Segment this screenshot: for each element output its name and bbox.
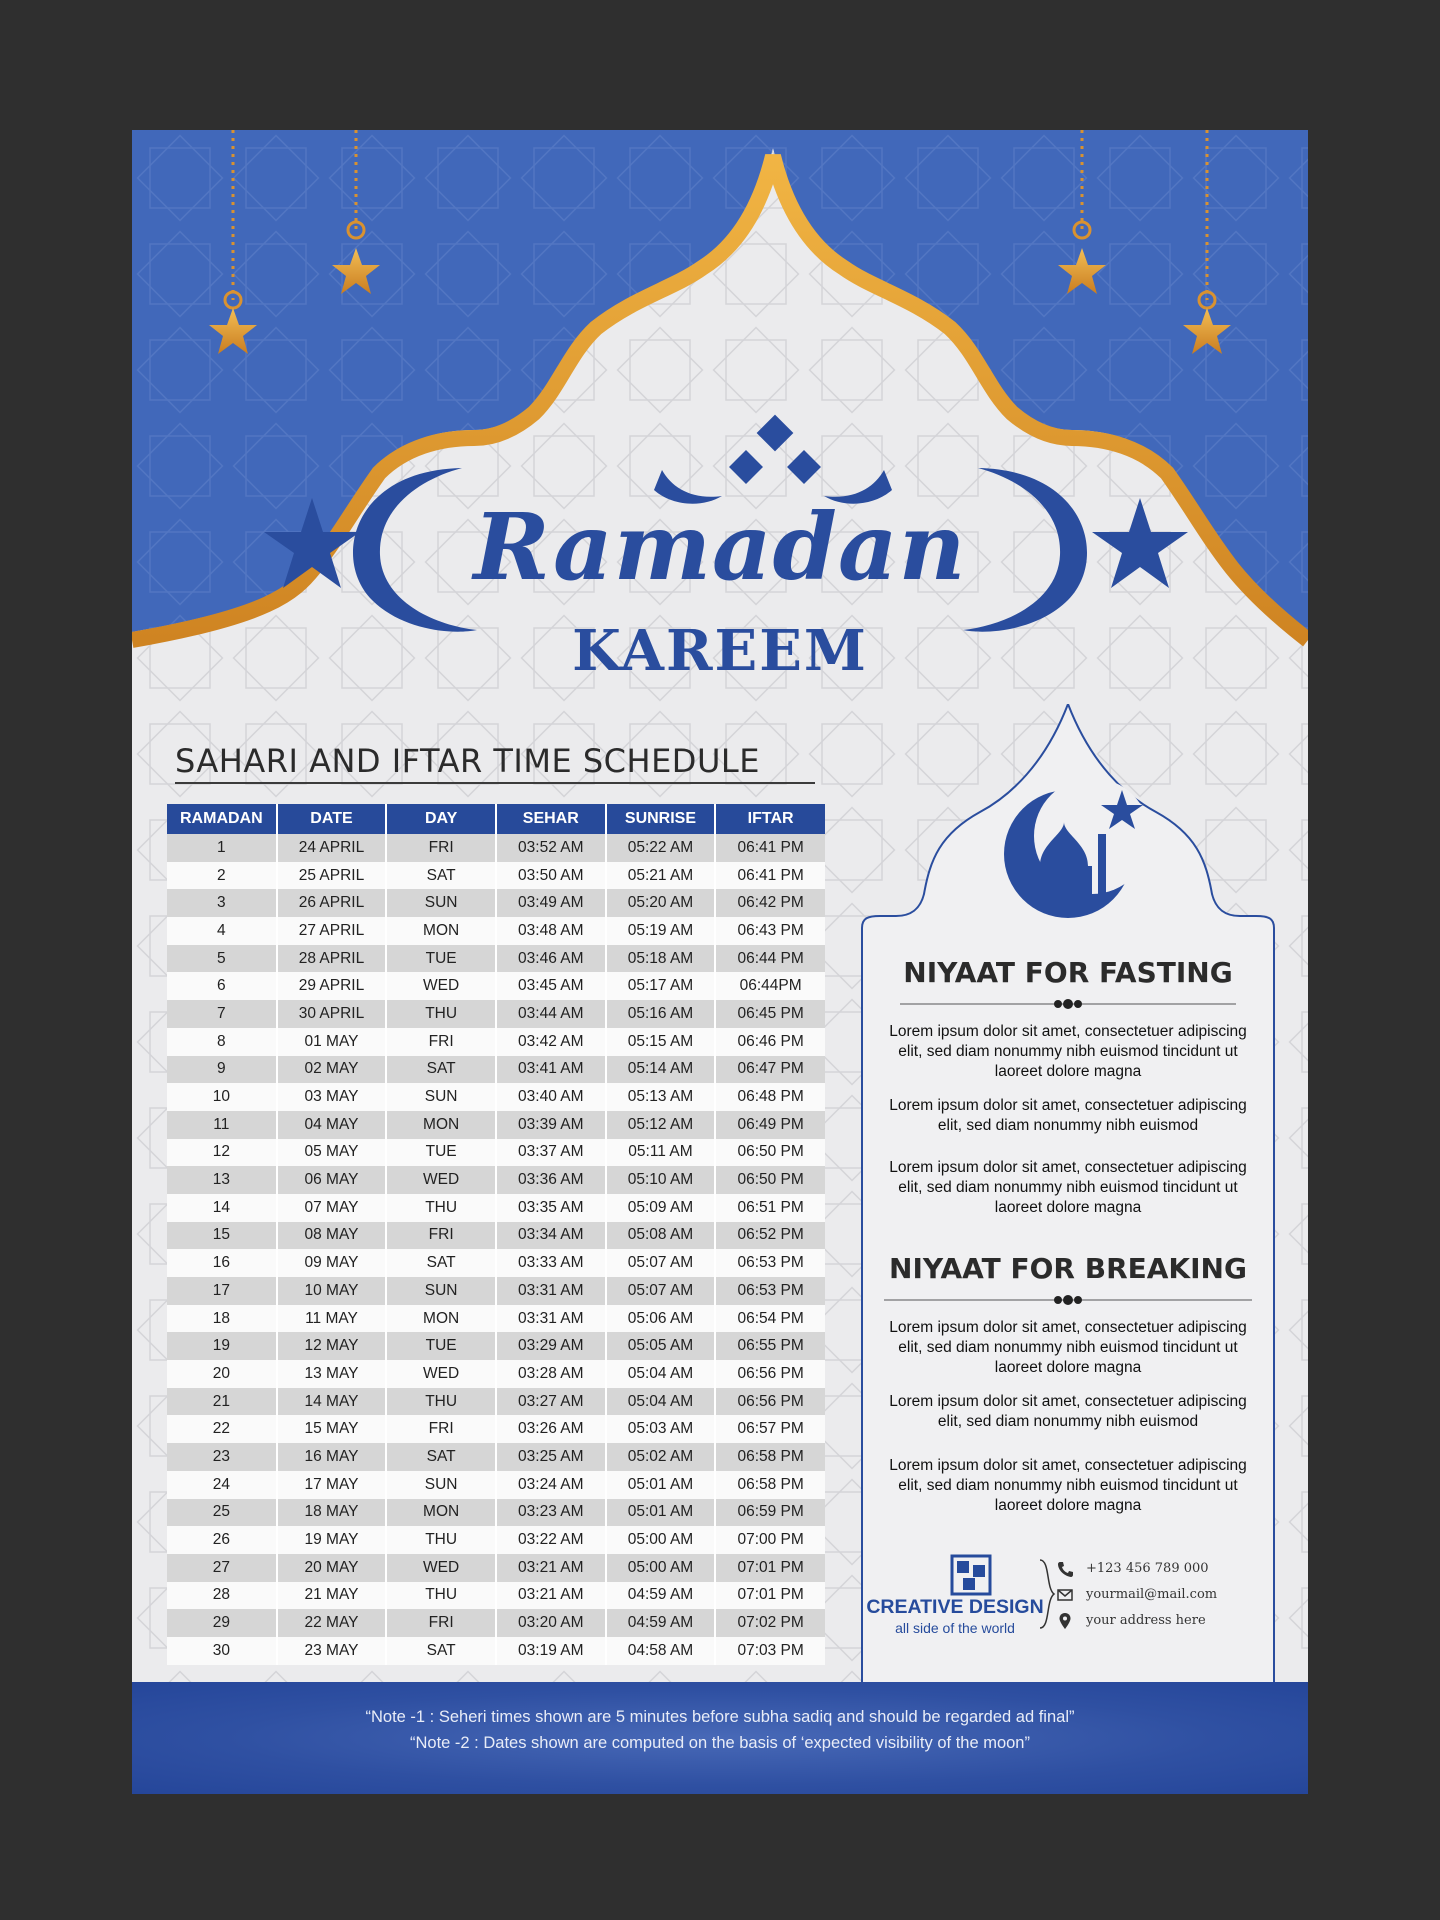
ramadan-day-cell: 30 (167, 1637, 277, 1665)
iftar-cell: 06:49 PM (715, 1111, 825, 1139)
table-row (167, 1637, 825, 1665)
table-row (167, 1000, 825, 1028)
sehar-cell: 03:40 AM (496, 1083, 606, 1111)
sehar-cell: 03:22 AM (496, 1526, 606, 1554)
brand-name: CREATIVE DESIGN (866, 1596, 1044, 1618)
ramadan-day-cell: 12 (167, 1139, 277, 1167)
sunrise-cell: 05:12 AM (606, 1111, 716, 1139)
sunrise-cell: 05:00 AM (606, 1526, 716, 1554)
date-cell: 13 MAY (277, 1360, 387, 1388)
sehar-cell: 03:45 AM (496, 972, 606, 1000)
weekday-cell: MON (386, 1499, 496, 1527)
col-ramadan: RAMADAN (167, 804, 277, 834)
iftar-cell: 07:01 PM (715, 1554, 825, 1582)
date-cell: 14 MAY (277, 1388, 387, 1416)
weekday-cell: SUN (386, 889, 496, 917)
schedule-underline (175, 782, 815, 784)
weekday-cell: WED (386, 1166, 496, 1194)
weekday-cell: THU (386, 1526, 496, 1554)
sunrise-cell: 04:59 AM (606, 1582, 716, 1610)
sunrise-cell: 04:58 AM (606, 1637, 716, 1665)
table-row (167, 917, 825, 945)
niyaat-panel (860, 704, 1276, 1794)
sunrise-cell: 05:19 AM (606, 917, 716, 945)
iftar-cell: 06:58 PM (715, 1443, 825, 1471)
sehar-cell: 03:27 AM (496, 1388, 606, 1416)
sehar-cell: 03:21 AM (496, 1582, 606, 1610)
sunrise-cell: 05:06 AM (606, 1305, 716, 1333)
sunrise-cell: 05:18 AM (606, 945, 716, 973)
table-row (167, 1554, 825, 1582)
table-row (167, 1582, 825, 1610)
ramadan-day-cell: 9 (167, 1056, 277, 1084)
table-row (167, 1415, 825, 1443)
col-date: DATE (277, 804, 387, 834)
ramadan-day-cell: 8 (167, 1028, 277, 1056)
weekday-cell: SAT (386, 1056, 496, 1084)
sunrise-cell: 05:07 AM (606, 1249, 716, 1277)
weekday-cell: WED (386, 1360, 496, 1388)
ramadan-day-cell: 15 (167, 1222, 277, 1250)
brand-tagline: all side of the world (895, 1620, 1015, 1636)
ramadan-day-cell: 6 (167, 972, 277, 1000)
ramadan-day-cell: 11 (167, 1111, 277, 1139)
weekday-cell: FRI (386, 1028, 496, 1056)
weekday-cell: SAT (386, 1443, 496, 1471)
date-cell: 08 MAY (277, 1222, 387, 1250)
diamond-right (787, 450, 821, 484)
table-row (167, 1056, 825, 1084)
sunrise-cell: 05:05 AM (606, 1332, 716, 1360)
weekday-cell: WED (386, 1554, 496, 1582)
ramadan-day-cell: 14 (167, 1194, 277, 1222)
table-row (167, 1194, 825, 1222)
weekday-cell: THU (386, 1194, 496, 1222)
table-row (167, 1388, 825, 1416)
ramadan-day-cell: 7 (167, 1000, 277, 1028)
iftar-cell: 06:59 PM (715, 1499, 825, 1527)
location-pin-icon (1056, 1612, 1074, 1630)
date-cell: 30 APRIL (277, 1000, 387, 1028)
weekday-cell: SAT (386, 862, 496, 890)
ramadan-poster (132, 130, 1308, 1794)
weekday-cell: SAT (386, 1249, 496, 1277)
date-cell: 17 MAY (277, 1471, 387, 1499)
weekday-cell: FRI (386, 834, 496, 862)
iftar-cell: 06:54 PM (715, 1305, 825, 1333)
table-row (167, 1139, 825, 1167)
sunrise-cell: 05:11 AM (606, 1139, 716, 1167)
iftar-cell: 06:57 PM (715, 1415, 825, 1443)
note-2: “Note -2 : Dates shown are computed on the basis of ‘expected visibility of the moon” (410, 1734, 1030, 1752)
table-row (167, 972, 825, 1000)
table-row (167, 1305, 825, 1333)
iftar-cell: 06:41 PM (715, 862, 825, 890)
breaking-paragraph: Lorem ipsum dolor sit amet, consectetuer adipiscing elit, sed diam nonummy nibh euismod tincidunt ut laoreet dolore magna (889, 1457, 1247, 1514)
table-row (167, 945, 825, 973)
sunrise-cell: 05:09 AM (606, 1194, 716, 1222)
diamond-left (729, 450, 763, 484)
breaking-heading: NIYAAT FOR BREAKING (889, 1252, 1247, 1285)
schedule-heading: SAHARI AND IFTAR TIME SCHEDULE (175, 742, 760, 780)
date-cell: 27 APRIL (277, 917, 387, 945)
sunrise-cell: 05:16 AM (606, 1000, 716, 1028)
sehar-cell: 03:39 AM (496, 1111, 606, 1139)
iftar-cell: 06:48 PM (715, 1083, 825, 1111)
iftar-cell: 07:01 PM (715, 1582, 825, 1610)
ramadan-day-cell: 28 (167, 1582, 277, 1610)
sunrise-cell: 05:14 AM (606, 1056, 716, 1084)
date-cell: 02 MAY (277, 1056, 387, 1084)
ramadan-day-cell: 17 (167, 1277, 277, 1305)
header-artwork (132, 130, 1308, 690)
date-cell: 12 MAY (277, 1332, 387, 1360)
ramadan-day-cell: 23 (167, 1443, 277, 1471)
sunrise-cell: 05:15 AM (606, 1028, 716, 1056)
sehar-cell: 03:24 AM (496, 1471, 606, 1499)
sehar-cell: 03:35 AM (496, 1194, 606, 1222)
sunrise-cell: 05:22 AM (606, 834, 716, 862)
date-cell: 06 MAY (277, 1166, 387, 1194)
ramadan-day-cell: 27 (167, 1554, 277, 1582)
date-cell: 26 APRIL (277, 889, 387, 917)
sunrise-cell: 05:02 AM (606, 1443, 716, 1471)
sunrise-cell: 05:03 AM (606, 1415, 716, 1443)
iftar-cell: 06:45 PM (715, 1000, 825, 1028)
sunrise-cell: 05:13 AM (606, 1083, 716, 1111)
sehar-cell: 03:25 AM (496, 1443, 606, 1471)
iftar-cell: 06:42 PM (715, 889, 825, 917)
date-cell: 29 APRIL (277, 972, 387, 1000)
sehar-cell: 03:49 AM (496, 889, 606, 917)
ramadan-day-cell: 5 (167, 945, 277, 973)
sehar-cell: 03:20 AM (496, 1609, 606, 1637)
note-1: “Note -1 : Seheri times shown are 5 minutes before subha sadiq and should be regarded ad final” (365, 1708, 1075, 1726)
date-cell: 19 MAY (277, 1526, 387, 1554)
weekday-cell: FRI (386, 1609, 496, 1637)
sunrise-cell: 04:59 AM (606, 1609, 716, 1637)
weekday-cell: THU (386, 1000, 496, 1028)
sehar-cell: 03:21 AM (496, 1554, 606, 1582)
table-row (167, 1111, 825, 1139)
sunrise-cell: 05:07 AM (606, 1277, 716, 1305)
table-row (167, 1277, 825, 1305)
iftar-cell: 06:50 PM (715, 1139, 825, 1167)
ramadan-day-cell: 2 (167, 862, 277, 890)
table-row (167, 1028, 825, 1056)
title-ramadan: Ramadan (473, 493, 967, 601)
ramadan-day-cell: 16 (167, 1249, 277, 1277)
table-row (167, 1083, 825, 1111)
table-row (167, 1499, 825, 1527)
iftar-cell: 06:44PM (715, 972, 825, 1000)
weekday-cell: THU (386, 1388, 496, 1416)
table-row (167, 1471, 825, 1499)
weekday-cell: SAT (386, 1637, 496, 1665)
sehar-cell: 03:23 AM (496, 1499, 606, 1527)
date-cell: 20 MAY (277, 1554, 387, 1582)
breaking-paragraph: Lorem ipsum dolor sit amet, consectetuer adipiscing elit, sed diam nonummy nibh euismod tincidunt ut laoreet dolore magna (889, 1319, 1247, 1376)
table-row (167, 1360, 825, 1388)
iftar-cell: 07:00 PM (715, 1526, 825, 1554)
date-cell: 22 MAY (277, 1609, 387, 1637)
ramadan-day-cell: 21 (167, 1388, 277, 1416)
sunrise-cell: 05:01 AM (606, 1471, 716, 1499)
table-row (167, 1526, 825, 1554)
ramadan-day-cell: 20 (167, 1360, 277, 1388)
col-sehar: SEHAR (496, 804, 606, 834)
sunrise-cell: 05:04 AM (606, 1360, 716, 1388)
weekday-cell: FRI (386, 1415, 496, 1443)
table-row (167, 1249, 825, 1277)
iftar-cell: 07:02 PM (715, 1609, 825, 1637)
date-cell: 04 MAY (277, 1111, 387, 1139)
iftar-cell: 06:43 PM (715, 917, 825, 945)
sunrise-cell: 05:08 AM (606, 1222, 716, 1250)
brand-phone: +123 456 789 000 (1086, 1561, 1209, 1576)
diamond-top (757, 415, 794, 452)
sunrise-cell: 05:00 AM (606, 1554, 716, 1582)
sehar-cell: 03:44 AM (496, 1000, 606, 1028)
table-row (167, 862, 825, 890)
sehar-cell: 03:52 AM (496, 834, 606, 862)
sehar-cell: 03:41 AM (496, 1056, 606, 1084)
sehar-cell: 03:34 AM (496, 1222, 606, 1250)
table-row (167, 1332, 825, 1360)
breaking-paragraph: Lorem ipsum dolor sit amet, consectetuer adipiscing elit, sed diam nonummy nibh euismod (889, 1393, 1247, 1430)
ramadan-day-cell: 4 (167, 917, 277, 945)
table-row (167, 1609, 825, 1637)
table-row (167, 1166, 825, 1194)
sehar-cell: 03:31 AM (496, 1277, 606, 1305)
weekday-cell: MON (386, 1111, 496, 1139)
iftar-cell: 06:55 PM (715, 1332, 825, 1360)
weekday-cell: TUE (386, 1139, 496, 1167)
footer-band (132, 1682, 1308, 1794)
date-cell: 11 MAY (277, 1305, 387, 1333)
iftar-cell: 06:56 PM (715, 1388, 825, 1416)
sehar-cell: 03:19 AM (496, 1637, 606, 1665)
date-cell: 25 APRIL (277, 862, 387, 890)
weekday-cell: WED (386, 972, 496, 1000)
sehar-cell: 03:31 AM (496, 1305, 606, 1333)
sehar-cell: 03:46 AM (496, 945, 606, 973)
phone-icon (1056, 1560, 1074, 1578)
schedule-body (167, 834, 825, 1665)
date-cell: 05 MAY (277, 1139, 387, 1167)
ramadan-day-cell: 25 (167, 1499, 277, 1527)
col-day: DAY (386, 804, 496, 834)
iftar-cell: 06:58 PM (715, 1471, 825, 1499)
weekday-cell: MON (386, 1305, 496, 1333)
weekday-cell: FRI (386, 1222, 496, 1250)
sunrise-cell: 05:10 AM (606, 1166, 716, 1194)
sunrise-cell: 05:01 AM (606, 1499, 716, 1527)
schedule-header-row (167, 804, 825, 834)
ramadan-day-cell: 29 (167, 1609, 277, 1637)
weekday-cell: THU (386, 1582, 496, 1610)
weekday-cell: SUN (386, 1277, 496, 1305)
ramadan-day-cell: 10 (167, 1083, 277, 1111)
weekday-cell: SUN (386, 1083, 496, 1111)
date-cell: 10 MAY (277, 1277, 387, 1305)
weekday-cell: TUE (386, 945, 496, 973)
sehar-cell: 03:33 AM (496, 1249, 606, 1277)
sehar-cell: 03:28 AM (496, 1360, 606, 1388)
table-row (167, 889, 825, 917)
sehar-cell: 03:37 AM (496, 1139, 606, 1167)
ramadan-day-cell: 26 (167, 1526, 277, 1554)
fasting-paragraph: Lorem ipsum dolor sit amet, consectetuer adipiscing elit, sed diam nonummy nibh euismod tincidunt ut laoreet dolore magna (889, 1159, 1247, 1216)
col-iftar: IFTAR (715, 804, 825, 834)
sehar-cell: 03:29 AM (496, 1332, 606, 1360)
weekday-cell: TUE (386, 1332, 496, 1360)
ramadan-day-cell: 24 (167, 1471, 277, 1499)
sunrise-cell: 05:17 AM (606, 972, 716, 1000)
table-row (167, 1443, 825, 1471)
sehar-cell: 03:26 AM (496, 1415, 606, 1443)
ramadan-day-cell: 1 (167, 834, 277, 862)
brand-email: yourmail@mail.com (1086, 1587, 1218, 1602)
iftar-cell: 07:03 PM (715, 1637, 825, 1665)
fasting-paragraph: Lorem ipsum dolor sit amet, consectetuer adipiscing elit, sed diam nonummy nibh euismod (889, 1097, 1247, 1134)
sunrise-cell: 05:20 AM (606, 889, 716, 917)
date-cell: 23 MAY (277, 1637, 387, 1665)
date-cell: 16 MAY (277, 1443, 387, 1471)
col-sunrise: SUNRISE (606, 804, 716, 834)
title-kareem: KAREEM (572, 618, 868, 684)
ramadan-day-cell: 18 (167, 1305, 277, 1333)
sunrise-cell: 05:04 AM (606, 1388, 716, 1416)
date-cell: 21 MAY (277, 1582, 387, 1610)
date-cell: 24 APRIL (277, 834, 387, 862)
date-cell: 01 MAY (277, 1028, 387, 1056)
ramadan-day-cell: 19 (167, 1332, 277, 1360)
date-cell: 15 MAY (277, 1415, 387, 1443)
email-icon (1056, 1586, 1074, 1604)
sehar-cell: 03:50 AM (496, 862, 606, 890)
iftar-cell: 06:51 PM (715, 1194, 825, 1222)
iftar-cell: 06:46 PM (715, 1028, 825, 1056)
iftar-cell: 06:53 PM (715, 1249, 825, 1277)
iftar-cell: 06:44 PM (715, 945, 825, 973)
sehar-cell: 03:42 AM (496, 1028, 606, 1056)
fasting-heading: NIYAAT FOR FASTING (903, 956, 1233, 989)
ramadan-day-cell: 22 (167, 1415, 277, 1443)
iftar-cell: 06:56 PM (715, 1360, 825, 1388)
weekday-cell: SUN (386, 1471, 496, 1499)
date-cell: 07 MAY (277, 1194, 387, 1222)
iftar-cell: 06:52 PM (715, 1222, 825, 1250)
sehar-cell: 03:48 AM (496, 917, 606, 945)
iftar-cell: 06:50 PM (715, 1166, 825, 1194)
schedule-table (167, 804, 825, 1665)
weekday-cell: MON (386, 917, 496, 945)
date-cell: 28 APRIL (277, 945, 387, 973)
table-row (167, 1222, 825, 1250)
ramadan-day-cell: 13 (167, 1166, 277, 1194)
date-cell: 18 MAY (277, 1499, 387, 1527)
sunrise-cell: 05:21 AM (606, 862, 716, 890)
fasting-paragraph: Lorem ipsum dolor sit amet, consectetuer adipiscing elit, sed diam nonummy nibh euismod tincidunt ut laoreet dolore magna (889, 1023, 1247, 1080)
iftar-cell: 06:41 PM (715, 834, 825, 862)
table-row (167, 834, 825, 862)
date-cell: 03 MAY (277, 1083, 387, 1111)
date-cell: 09 MAY (277, 1249, 387, 1277)
brand-address: your address here (1086, 1613, 1206, 1628)
ramadan-day-cell: 3 (167, 889, 277, 917)
sehar-cell: 03:36 AM (496, 1166, 606, 1194)
iftar-cell: 06:47 PM (715, 1056, 825, 1084)
iftar-cell: 06:53 PM (715, 1277, 825, 1305)
